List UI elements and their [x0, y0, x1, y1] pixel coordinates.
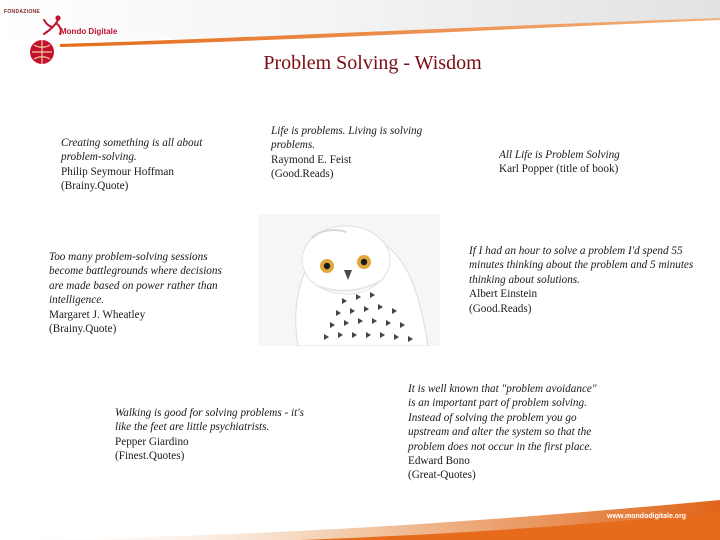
quote-giardino: [115, 406, 305, 464]
quote-text: Creating something is all about problem-solving.: [61, 137, 203, 164]
quote-source: (Great-Quotes): [408, 469, 476, 482]
quote-wheatley: [49, 250, 235, 336]
quote-text: It is well known that "problem avoidance" is an important part of problem solving. Instead of solving the problem you go upstream and alter the system so that the problem does not occur in the first place.: [408, 383, 597, 453]
quote-source: (Good.Reads): [271, 168, 334, 181]
snowy-owl-image: [258, 214, 440, 346]
quote-author: Pepper Giardino: [115, 435, 189, 448]
quote-einstein: [469, 244, 695, 316]
quote-source: (Good.Reads): [469, 302, 532, 315]
quote-popper: [499, 148, 659, 177]
quote-author: Edward Bono: [408, 455, 470, 468]
quote-text: Life is problems. Living is solving problems.: [271, 125, 423, 152]
quote-author: Philip Seymour Hoffman: [61, 165, 174, 178]
quote-source: (Brainy.Quote): [61, 180, 129, 193]
brand-name: Mondo Digitale: [60, 27, 118, 36]
quote-feist: [271, 124, 446, 182]
quote-text: All Life is Problem Solving: [499, 149, 620, 161]
quote-hoffman: [61, 136, 233, 194]
page-title: Problem Solving - Wisdom: [263, 52, 482, 74]
quote-text: Walking is good for solving problems - it's like the feet are little psychiatrists.: [115, 407, 304, 434]
quote-text: If I had an hour to solve a problem I'd spend 55 minutes thinking about the problem and 5 minutes thinking about solutions.: [469, 245, 694, 286]
quote-author: Albert Einstein: [469, 288, 538, 301]
quote-bono: [408, 382, 604, 483]
quote-author: Margaret J. Wheatley: [49, 308, 146, 321]
footer-url-link[interactable]: www.mondodigitale.org: [607, 513, 687, 520]
foundation-label: FONDAZIONE: [4, 9, 41, 15]
quote-author: Raymond E. Feist: [271, 153, 352, 166]
quote-source: (Finest.Quotes): [115, 450, 185, 463]
quote-source: (Brainy.Quote): [49, 323, 117, 336]
quote-author: Karl Popper (title of book): [499, 163, 619, 176]
quote-text: Too many problem-solving sessions become battlegrounds where decisions are made based on power rather than intelligence.: [49, 251, 222, 307]
